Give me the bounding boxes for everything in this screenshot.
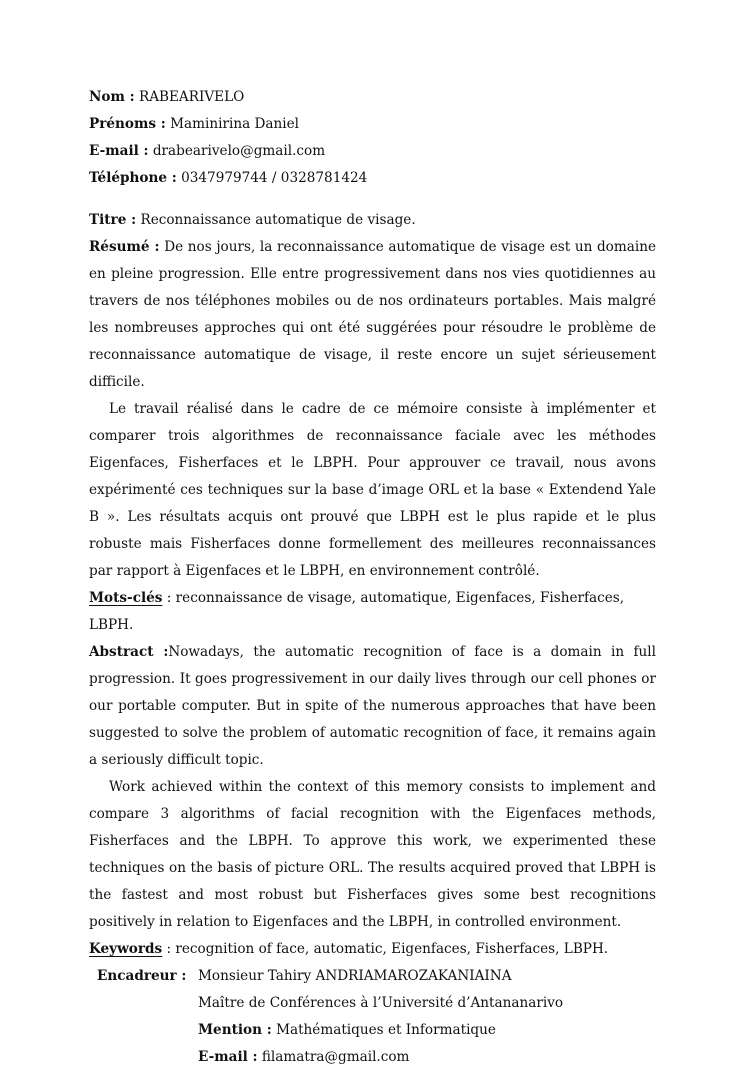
encadreur-block — [89, 963, 656, 1071]
nom-value: RABEARIVELO — [138, 89, 245, 105]
mention-value: Mathématiques et Informatique — [276, 1022, 496, 1038]
telephone-label: Téléphone : — [89, 170, 177, 186]
keywords-value: : recognition of face, automatic, Eigenfaces, Fisherfaces, LBPH. — [166, 941, 609, 957]
keywords-line — [89, 936, 656, 963]
encadreur-label: Encadreur : — [97, 968, 187, 984]
abstract-paragraph-1 — [89, 639, 656, 774]
mots-cles-label: Mots-clés — [89, 590, 163, 606]
encadreur-spacer — [89, 990, 198, 1017]
mention-label: Mention : — [198, 1022, 272, 1038]
encadreur-email-label: E-mail : — [198, 1049, 258, 1065]
resume-text-1: De nos jours, la reconnaissance automatique de visage est un domaine en pleine progression. Elle entre progressivement dans nos vies quotidiennes au travers de nos téléphones mobiles ou de nos ordinateurs portables. Mais malgré les nombreuses approches qui ont été suggérées pour résoudre le problème de reconnaissance automatique de visage, il reste encore un sujet sérieusement difficile. — [89, 239, 656, 390]
abstract-text-2: Work achieved within the context of this memory consists to implement and compare 3 algorithms of facial recognition with the Eigenfaces methods, Fisherfaces and the LBPH. To approve this work, we experimented these techniques on the basis of picture ORL. The results acquired proved that LBPH is the fastest and most robust but Fisherfaces gives some best recognitions positively in relation to Eigenfaces and the LBPH, in controlled environment. — [89, 779, 656, 930]
abstract-label: Abstract : — [89, 644, 169, 660]
titre-value: Reconnaissance automatique de visage. — [140, 212, 416, 228]
resume-label: Résumé : — [89, 239, 160, 255]
encadreur-name: Monsieur Tahiry ANDRIAMAROZAKANIAINA — [198, 968, 512, 984]
prenoms-label: Prénoms : — [89, 116, 166, 132]
nom-label: Nom : — [89, 89, 135, 105]
telephone-value: 0347979744 / 0328781424 — [181, 170, 368, 186]
prenoms-value: Maminirina Daniel — [170, 116, 299, 132]
email-label: E-mail : — [89, 143, 149, 159]
encadreur-spacer — [89, 1017, 198, 1044]
resume-paragraph-2 — [89, 396, 656, 585]
nom-line — [89, 84, 656, 111]
prenoms-line — [89, 111, 656, 138]
resume-paragraph-1 — [89, 234, 656, 396]
telephone-line — [89, 165, 656, 192]
abstract-text-1: Nowadays, the automatic recognition of face is a domain in full progression. It goes progressivement in our daily lives through our cell phones or our portable computer. But in spite of the numerous approaches that have been suggested to solve the problem of automatic recognition of face, it remains again a seriously difficult topic. — [89, 644, 656, 768]
document-page — [89, 84, 656, 1071]
encadreur-email-value: filamatra@gmail.com — [261, 1049, 410, 1065]
encadreur-spacer — [89, 1044, 198, 1071]
encadreur-position: Maître de Conférences à l’Université d’Antananarivo — [198, 995, 564, 1011]
keywords-label: Keywords — [89, 941, 163, 957]
titre-label: Titre : — [89, 212, 137, 228]
mots-cles-line — [89, 585, 656, 639]
encadreur-email-line — [198, 1044, 656, 1071]
encadreur-mention-line — [198, 1017, 656, 1044]
email-line — [89, 138, 656, 165]
titre-line — [89, 207, 656, 234]
mots-cles-value: : reconnaissance de visage, automatique, Eigenfaces, Fisherfaces, LBPH. — [89, 590, 625, 633]
abstract-paragraph-2 — [89, 774, 656, 936]
section-spacer — [89, 192, 656, 207]
email-value: drabearivelo@gmail.com — [152, 143, 326, 159]
resume-text-2: Le travail réalisé dans le cadre de ce mémoire consiste à implémenter et comparer trois algorithmes de reconnaissance faciale avec les méthodes Eigenfaces, Fisherfaces et le LBPH. Pour approuver ce travail, nous avons expérimenté ces techniques sur la base d’image ORL et la base « Extendend Yale B ». Les résultats acquis ont prouvé que LBPH est le plus rapide et le plus robuste mais Fisherfaces donne formellement des meilleures reconnaissances par rapport à Eigenfaces et le LBPH, en environnement contrôlé. — [89, 401, 656, 579]
